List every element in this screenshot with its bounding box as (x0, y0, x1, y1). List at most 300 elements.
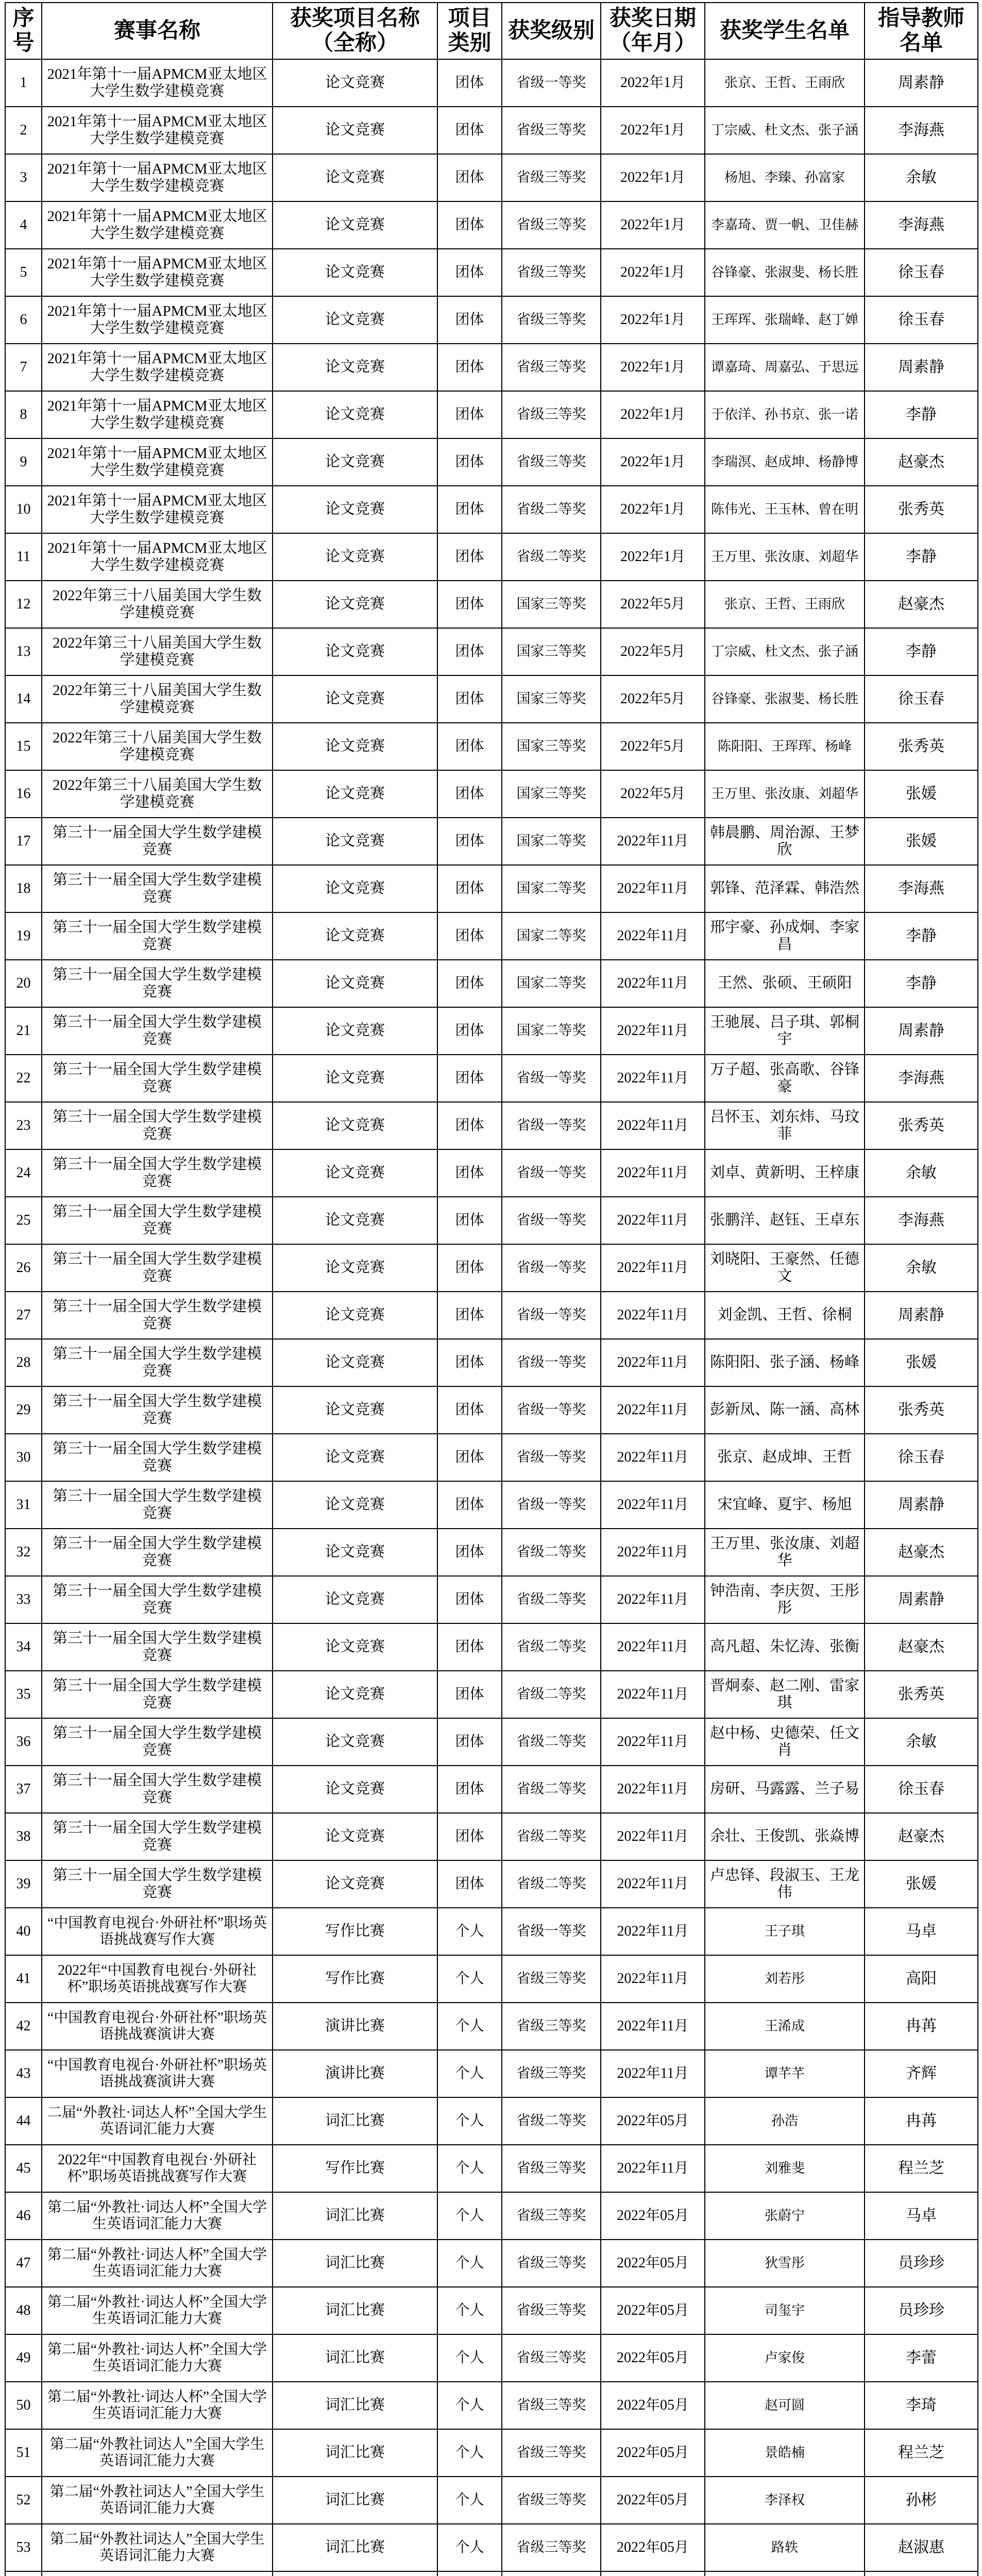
cell-event-name: 2021年第十一届APMCM亚太地区大学生数学建模竞赛 (42, 59, 273, 107)
cell-event-name: 第三十一届全国大学生数学建模竞赛 (42, 912, 273, 960)
cell-project-category: 团体 (437, 675, 502, 723)
table-row (5, 960, 978, 1007)
cell-project-category: 团体 (437, 438, 502, 486)
cell-event-name: 2021年第十一届APMCM亚太地区大学生数学建模竞赛 (42, 107, 273, 154)
cell-students: 王万里、张汝康、刘超华 (705, 1529, 865, 1576)
cell-award-date: 2022年11月 (601, 818, 705, 865)
cell-project-name: 论文竞赛 (273, 1671, 437, 1718)
cell-index: 53 (5, 2524, 42, 2571)
table-row (5, 1576, 978, 1623)
cell-teachers: 余敏 (865, 1718, 978, 1766)
cell-award-level: 国家二等奖 (502, 818, 601, 865)
cell-index: 44 (5, 2097, 42, 2145)
table-row (5, 1860, 978, 1908)
cell-event-name: 第三十一届全国大学生数学建模竞赛 (42, 1197, 273, 1244)
cell-award-level: 省级三等奖 (502, 249, 601, 296)
table-row (5, 912, 978, 960)
table-header (5, 3, 978, 59)
table-row (5, 2334, 978, 2382)
cell-teachers: 周素静 (865, 1007, 978, 1055)
cell-event-name: 第三十一届全国大学生数学建模竞赛 (42, 1386, 273, 1434)
cell-project-name: 论文竞赛 (273, 1860, 437, 1908)
cell-event-name: 第二届“外教社词达人”全国大学生英语词汇能力大赛 (42, 2524, 273, 2571)
table-row (5, 770, 978, 818)
cell-project-name: 写作比赛 (273, 1908, 437, 1955)
cell-students: 张京、赵成坤、王哲 (705, 1434, 865, 1481)
cell-students: 刘卓、黄新明、王梓康 (705, 1149, 865, 1197)
cell-index: 27 (5, 1292, 42, 1339)
cell-students: 张京、王哲、王雨欣 (705, 581, 865, 628)
cell-teachers: 高阳 (865, 1955, 978, 2003)
cell-teachers: 冉苒 (865, 2097, 978, 2145)
cell-project-category: 团体 (437, 201, 502, 249)
cell-teachers: 徐玉春 (865, 675, 978, 723)
cell-project-name: 论文竞赛 (273, 438, 437, 486)
cell-project-name: 词汇比赛 (273, 2192, 437, 2240)
cell-students: 路轶 (705, 2524, 865, 2571)
cell-award-date: 2022年1月 (601, 344, 705, 391)
table-row (5, 1197, 978, 1244)
cell-event-name: 2021年第十一届APMCM亚太地区大学生数学建模竞赛 (42, 249, 273, 296)
cell-teachers: 张媛 (865, 1339, 978, 1386)
cell-award-level: 省级二等奖 (502, 1766, 601, 1813)
table-row (5, 1007, 978, 1055)
cell-award-date: 2022年1月 (601, 59, 705, 107)
cell-students: 钟浩南、李庆贺、王彤彤 (705, 1576, 865, 1623)
cell-award-date: 2022年11月 (601, 1908, 705, 1955)
cell-project-name: 论文竞赛 (273, 107, 437, 154)
table-body (5, 59, 978, 2576)
cell-project-category: 团体 (437, 391, 502, 438)
cell-teachers: 张秀英 (865, 1102, 978, 1149)
cell-award-level: 省级一等奖 (502, 1197, 601, 1244)
cell-award-level (502, 2571, 601, 2576)
cell-students: 谷锋豪、张淑斐、杨长胜 (705, 675, 865, 723)
cell-project-category: 个人 (437, 2145, 502, 2192)
cell-event-name: 第三十一届全国大学生数学建模竞赛 (42, 1149, 273, 1197)
cell-award-level: 省级二等奖 (502, 1529, 601, 1576)
cell-award-level: 省级二等奖 (502, 1813, 601, 1860)
cell-index: 37 (5, 1766, 42, 1813)
cell-project-name: 论文竞赛 (273, 391, 437, 438)
cell-project-category: 团体 (437, 296, 502, 344)
table-row (5, 438, 978, 486)
cell-project-category: 团体 (437, 1102, 502, 1149)
cell-event-name: 第二届“外教社·词达人杯”全国大学生英语词汇能力大赛 (42, 2240, 273, 2287)
table-row (5, 1908, 978, 1955)
cell-award-date: 2022年11月 (601, 1529, 705, 1576)
cell-event-name: 第三十一届全国大学生数学建模竞赛 (42, 1576, 273, 1623)
cell-teachers: 李海燕 (865, 107, 978, 154)
cell-project-category: 团体 (437, 486, 502, 533)
cell-teachers: 张秀英 (865, 1671, 978, 1718)
cell-award-level: 省级二等奖 (502, 533, 601, 581)
cell-award-date: 2022年11月 (601, 1576, 705, 1623)
cell-index: 35 (5, 1671, 42, 1718)
table-row (5, 1339, 978, 1386)
cell-index: 33 (5, 1576, 42, 1623)
cell-award-date: 2022年1月 (601, 486, 705, 533)
cell-event-name: 2021年第十一届APMCM亚太地区大学生数学建模竞赛 (42, 533, 273, 581)
cell-project-category: 个人 (437, 2382, 502, 2429)
cell-project-category: 个人 (437, 2429, 502, 2477)
cell-students: 卢忠铎、段淑玉、王龙伟 (705, 1860, 865, 1908)
table-row (5, 296, 978, 344)
cell-index: 50 (5, 2382, 42, 2429)
table-row (5, 1955, 978, 2003)
cell-project-category: 团体 (437, 1623, 502, 1671)
cell-award-level: 省级三等奖 (502, 2287, 601, 2334)
cell-project-name: 论文竞赛 (273, 960, 437, 1007)
cell-project-category: 个人 (437, 2240, 502, 2287)
cell-teachers: 赵淑惠 (865, 2524, 978, 2571)
cell-project-name: 论文竞赛 (273, 628, 437, 675)
cell-students: 王珲珲、张瑞峰、赵丁婵 (705, 296, 865, 344)
cell-teachers: 李海燕 (865, 201, 978, 249)
cell-teachers: 程兰芝 (865, 2429, 978, 2477)
cell-teachers: 李静 (865, 960, 978, 1007)
cell-teachers: 李静 (865, 912, 978, 960)
cell-award-level: 省级一等奖 (502, 1481, 601, 1529)
cell-project-name: 论文竞赛 (273, 912, 437, 960)
cell-award-level: 省级三等奖 (502, 154, 601, 201)
cell-project-category: 团体 (437, 1055, 502, 1102)
cell-award-date: 2022年11月 (601, 1149, 705, 1197)
cell-project-name: 词汇比赛 (273, 2334, 437, 2382)
cell-index: 15 (5, 723, 42, 770)
cell-index: 24 (5, 1149, 42, 1197)
cell-students: 卢家俊 (705, 2334, 865, 2382)
cell-index: 9 (5, 438, 42, 486)
cell-index: 31 (5, 1481, 42, 1529)
cell-students: 谷锋豪、张淑斐、杨长胜 (705, 249, 865, 296)
cell-project-category: 团体 (437, 628, 502, 675)
header-award-level: 获奖级别 (502, 3, 601, 59)
cell-award-level: 省级三等奖 (502, 201, 601, 249)
cell-students: 狄雪彤 (705, 2240, 865, 2287)
table-row (5, 1055, 978, 1102)
cell-project-category: 个人 (437, 1955, 502, 2003)
cell-teachers: 赵豪杰 (865, 581, 978, 628)
cell-students: 赵可圆 (705, 2382, 865, 2429)
cell-teachers: 赵豪杰 (865, 1623, 978, 1671)
cell-award-date: 2022年11月 (601, 1481, 705, 1529)
cell-award-date: 2022年1月 (601, 391, 705, 438)
cell-project-category: 团体 (437, 960, 502, 1007)
cell-students: 彭新凤、陈一涵、高林 (705, 1386, 865, 1434)
header-project-name: 获奖项目名称（全称） (273, 3, 437, 59)
cell-project-category (437, 2571, 502, 2576)
cell-award-level: 省级一等奖 (502, 1339, 601, 1386)
table-row (5, 818, 978, 865)
cell-index: 19 (5, 912, 42, 960)
cell-event-name: 第三十一届全国大学生数学建模竞赛 (42, 1529, 273, 1576)
cell-award-level: 省级一等奖 (502, 1149, 601, 1197)
cell-project-category: 团体 (437, 1766, 502, 1813)
cell-teachers: 周素静 (865, 59, 978, 107)
cell-event-name: 2022年第三十八届美国大学生数学建模竞赛 (42, 723, 273, 770)
cell-award-level: 省级二等奖 (502, 1718, 601, 1766)
table-row (5, 1766, 978, 1813)
table-row (5, 1718, 978, 1766)
cell-index: 10 (5, 486, 42, 533)
cell-award-level: 省级二等奖 (502, 486, 601, 533)
cell-students: 王驰展、吕子琪、郭桐宇 (705, 1007, 865, 1055)
cell-teachers: 赵豪杰 (865, 1529, 978, 1576)
cell-award-level: 省级三等奖 (502, 2334, 601, 2382)
cell-project-name: 论文竞赛 (273, 1623, 437, 1671)
cell-index: 14 (5, 675, 42, 723)
cell-project-category: 团体 (437, 154, 502, 201)
cell-index: 34 (5, 1623, 42, 1671)
cell-event-name: 第三十一届全国大学生数学建模竞赛 (42, 1102, 273, 1149)
cell-award-level: 国家三等奖 (502, 628, 601, 675)
table-row (5, 533, 978, 581)
cell-students: 张鹏洋、赵钰、王卓东 (705, 1197, 865, 1244)
cell-index: 6 (5, 296, 42, 344)
cell-award-date: 2022年11月 (601, 1813, 705, 1860)
cell-students: 陈阳阳、张子涵、杨峰 (705, 1339, 865, 1386)
cell-teachers: 李海燕 (865, 1197, 978, 1244)
table-row (5, 59, 978, 107)
cell-index: 16 (5, 770, 42, 818)
cell-award-level: 国家二等奖 (502, 960, 601, 1007)
cell-students: 韩晨鹏、周治源、王梦欣 (705, 818, 865, 865)
cell-project-name: 论文竞赛 (273, 818, 437, 865)
cell-teachers: 李蕾 (865, 2334, 978, 2382)
table-row (5, 2192, 978, 2240)
cell-award-date: 2022年11月 (601, 1671, 705, 1718)
cell-index: 39 (5, 1860, 42, 1908)
cell-project-name: 论文竞赛 (273, 154, 437, 201)
cell-award-date: 2022年11月 (601, 912, 705, 960)
cell-teachers: 员珍珍 (865, 2240, 978, 2287)
cell-index: 2 (5, 107, 42, 154)
cell-index: 20 (5, 960, 42, 1007)
table-row (5, 2477, 978, 2524)
cell-index: 40 (5, 1908, 42, 1955)
cell-index: 45 (5, 2145, 42, 2192)
header-award-date: 获奖日期（年月） (601, 3, 705, 59)
cell-award-date: 2022年1月 (601, 249, 705, 296)
cell-event-name: 第三十一届全国大学生数学建模竞赛 (42, 865, 273, 912)
cell-project-name: 论文竞赛 (273, 865, 437, 912)
cell-event-name: 2022年“中国教育电视台·外研社杯”职场英语挑战赛写作大赛 (42, 2145, 273, 2192)
cell-award-level: 省级三等奖 (502, 2192, 601, 2240)
cell-event-name: 2021年第十一届APMCM亚太地区大学生数学建模竞赛 (42, 391, 273, 438)
cell-award-date: 2022年11月 (601, 1197, 705, 1244)
cell-teachers: 张媛 (865, 770, 978, 818)
cell-index: 25 (5, 1197, 42, 1244)
cell-event-name: 第二届“外教社·词达人杯”全国大学生英语词汇能力大赛 (42, 2192, 273, 2240)
cell-award-date: 2022年11月 (601, 865, 705, 912)
cell-award-level: 省级一等奖 (502, 1434, 601, 1481)
cell-students: 赵中杨、史德荣、任文肖 (705, 1718, 865, 1766)
cell-project-category: 团体 (437, 723, 502, 770)
cell-award-level: 省级三等奖 (502, 391, 601, 438)
cell-project-name (273, 2571, 437, 2576)
cell-event-name: 2021年第十一届APMCM亚太地区大学生数学建模竞赛 (42, 201, 273, 249)
cell-event-name: 第三十一届全国大学生数学建模竞赛 (42, 818, 273, 865)
cell-index: 18 (5, 865, 42, 912)
cell-project-name: 论文竞赛 (273, 59, 437, 107)
cell-teachers: 周素静 (865, 1576, 978, 1623)
table-row (5, 2145, 978, 2192)
cell-project-category: 团体 (437, 249, 502, 296)
cell-award-level: 省级一等奖 (502, 1292, 601, 1339)
cell-project-name: 词汇比赛 (273, 2524, 437, 2571)
cell-teachers: 马卓 (865, 1908, 978, 1955)
cell-teachers: 余敏 (865, 1244, 978, 1292)
cell-award-level: 省级三等奖 (502, 2050, 601, 2097)
table-row (5, 2287, 978, 2334)
cell-project-category: 团体 (437, 533, 502, 581)
cell-award-date: 2022年11月 (601, 1623, 705, 1671)
cell-event-name: 第二届“外教社·词达人杯”全国大学生英语词汇能力大赛 (42, 2382, 273, 2429)
table-row (5, 2524, 978, 2571)
cell-award-level: 国家二等奖 (502, 865, 601, 912)
cell-project-name: 论文竞赛 (273, 201, 437, 249)
cell-index: 38 (5, 1813, 42, 1860)
cell-students: 宋宜峰、夏宇、杨旭 (705, 1481, 865, 1529)
cell-students: 丁宗威、杜文杰、张子涵 (705, 107, 865, 154)
cell-index: 22 (5, 1055, 42, 1102)
cell-index: 4 (5, 201, 42, 249)
cell-project-name: 论文竞赛 (273, 1718, 437, 1766)
cell-students: 李瑞溟、赵成坤、杨静博 (705, 438, 865, 486)
cell-award-date: 2022年05月 (601, 2287, 705, 2334)
table-row (5, 249, 978, 296)
cell-students: 司玺宇 (705, 2287, 865, 2334)
cell-project-category: 团体 (437, 865, 502, 912)
table-row (5, 1244, 978, 1292)
cell-project-category: 团体 (437, 1339, 502, 1386)
table-row (5, 723, 978, 770)
cell-index: 30 (5, 1434, 42, 1481)
cell-students: 晋炯泰、赵二刚、雷家琪 (705, 1671, 865, 1718)
cell-project-name: 词汇比赛 (273, 2429, 437, 2477)
cell-students: 刘雅斐 (705, 2145, 865, 2192)
cell-event-name: 第三十一届全国大学生数学建模竞赛 (42, 1671, 273, 1718)
cell-award-date: 2022年11月 (601, 1955, 705, 2003)
table-row (5, 1813, 978, 1860)
cell-project-name: 论文竞赛 (273, 1149, 437, 1197)
cell-event-name: 2022年第三十八届美国大学生数学建模竞赛 (42, 770, 273, 818)
cell-award-level: 省级三等奖 (502, 438, 601, 486)
cell-index: 48 (5, 2287, 42, 2334)
cell-award-date: 2022年05月 (601, 2192, 705, 2240)
cell-award-date: 2022年5月 (601, 770, 705, 818)
table-row (5, 675, 978, 723)
cell-teachers: 马卓 (865, 2192, 978, 2240)
cell-index: 46 (5, 2192, 42, 2240)
table-row (5, 1671, 978, 1718)
cell-award-date: 2022年11月 (601, 1007, 705, 1055)
cell-award-date: 2022年05月 (601, 2429, 705, 2477)
cell-students: 余壮、王俊凯、张焱博 (705, 1813, 865, 1860)
cell-event-name: 第三十一届全国大学生数学建模竞赛 (42, 1244, 273, 1292)
cell-students: 丁宗威、杜文杰、张子涵 (705, 628, 865, 675)
cell-award-date: 2022年1月 (601, 107, 705, 154)
cell-teachers: 齐辉 (865, 2050, 978, 2097)
cell-students: 邢宇豪、孙成炯、李家昌 (705, 912, 865, 960)
cell-students: 吕怀玉、刘东炜、马玟菲 (705, 1102, 865, 1149)
cell-index: 3 (5, 154, 42, 201)
cell-students: 杨旭、李臻、孙富家 (705, 154, 865, 201)
table-row (5, 201, 978, 249)
cell-students: 王浠成 (705, 2003, 865, 2050)
cell-award-level: 国家二等奖 (502, 912, 601, 960)
cell-event-name: 第三十一届全国大学生数学建模竞赛 (42, 1860, 273, 1908)
cell-project-name: 论文竞赛 (273, 1292, 437, 1339)
cell-project-category: 团体 (437, 1481, 502, 1529)
cell-project-category: 团体 (437, 1576, 502, 1623)
cell-project-category: 团体 (437, 1244, 502, 1292)
cell-project-name: 论文竞赛 (273, 1102, 437, 1149)
cell-students: 刘金凯、王哲、徐桐 (705, 1292, 865, 1339)
cell-award-date: 2022年11月 (601, 1766, 705, 1813)
table-row (5, 2571, 978, 2576)
cell-students: 刘若彤 (705, 1955, 865, 2003)
cell-teachers: 徐玉春 (865, 249, 978, 296)
cell-project-category: 个人 (437, 2334, 502, 2382)
cell-students: 郭锋、范泽霖、韩浩然 (705, 865, 865, 912)
cell-index: 11 (5, 533, 42, 581)
cell-event-name: 2022年第三十八届美国大学生数学建模竞赛 (42, 675, 273, 723)
cell-index: 51 (5, 2429, 42, 2477)
cell-project-category: 团体 (437, 1813, 502, 1860)
cell-event-name: 二届“外教社·词达人杯”全国大学生英语词汇能力大赛 (42, 2097, 273, 2145)
cell-students: 万子超、张高歌、谷锋豪 (705, 1055, 865, 1102)
cell-project-category: 个人 (437, 2097, 502, 2145)
cell-event-name: 第三十一届全国大学生数学建模竞赛 (42, 1813, 273, 1860)
cell-index: 41 (5, 1955, 42, 2003)
cell-award-level: 省级二等奖 (502, 1671, 601, 1718)
cell-award-level: 省级三等奖 (502, 2145, 601, 2192)
cell-award-level: 省级一等奖 (502, 1908, 601, 1955)
cell-award-date: 2022年11月 (601, 1339, 705, 1386)
cell-teachers (865, 2571, 978, 2576)
cell-students: 李泽权 (705, 2477, 865, 2524)
cell-teachers: 周素静 (865, 344, 978, 391)
cell-students: 陈伟光、王玉林、曾在明 (705, 486, 865, 533)
cell-award-level: 省级一等奖 (502, 1244, 601, 1292)
cell-teachers: 余敏 (865, 154, 978, 201)
cell-students: 王然、张硕、王硕阳 (705, 960, 865, 1007)
cell-teachers: 程兰芝 (865, 2145, 978, 2192)
table-row (5, 581, 978, 628)
cell-award-date: 2022年5月 (601, 581, 705, 628)
cell-teachers: 徐玉春 (865, 1766, 978, 1813)
header-teachers: 指导教师名单 (865, 3, 978, 59)
cell-award-date: 2022年05月 (601, 2382, 705, 2429)
table-row (5, 2382, 978, 2429)
cell-project-category: 个人 (437, 2287, 502, 2334)
cell-project-name: 论文竞赛 (273, 1197, 437, 1244)
cell-students: 李嘉琦、贾一帆、卫佳赫 (705, 201, 865, 249)
cell-index (5, 2571, 42, 2576)
cell-award-level: 国家三等奖 (502, 723, 601, 770)
cell-project-name: 论文竞赛 (273, 296, 437, 344)
cell-project-category: 个人 (437, 2003, 502, 2050)
cell-project-name: 论文竞赛 (273, 1434, 437, 1481)
cell-teachers: 周素静 (865, 1481, 978, 1529)
cell-event-name: “中国教育电视台·外研社杯”职场英语挑战赛演讲大赛 (42, 2003, 273, 2050)
cell-teachers: 赵豪杰 (865, 438, 978, 486)
cell-teachers: 张秀英 (865, 723, 978, 770)
cell-students: 王万里、张汝康、刘超华 (705, 533, 865, 581)
cell-event-name: 第二届“外教社词达人”全国大学生英语词汇能力大赛 (42, 2429, 273, 2477)
